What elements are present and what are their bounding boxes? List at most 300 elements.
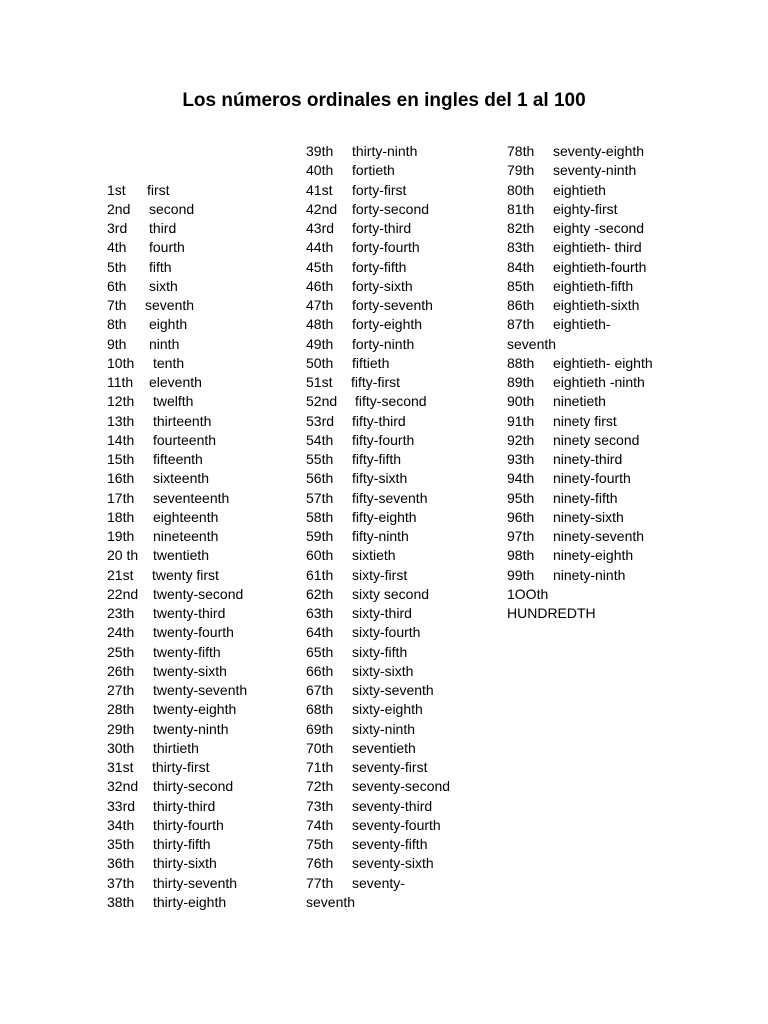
ordinal-number: 72th xyxy=(306,778,334,795)
ordinal-number: 25th xyxy=(107,643,135,660)
ordinal-number: 63th xyxy=(306,605,334,621)
ordinal-number: 58th xyxy=(306,508,334,525)
ordinal-word: eighty -second xyxy=(553,220,645,236)
ordinal-word: twentieth xyxy=(153,547,210,564)
ordinal-word: eighty-first xyxy=(553,200,618,217)
page-title: Los números ordinales en ingles del 1 al 100 xyxy=(182,90,586,111)
ordinal-word: forty-eighth xyxy=(352,316,423,333)
list-item xyxy=(107,277,178,296)
ordinal-word: sixty-fifth xyxy=(352,643,408,660)
ordinal-word: forty-second xyxy=(352,200,430,217)
ordinal-word: seventeenth xyxy=(153,489,230,506)
list-item xyxy=(306,835,428,854)
list-item xyxy=(507,181,606,200)
list-item xyxy=(507,392,606,411)
ordinals-column-3 xyxy=(507,142,653,623)
list-item xyxy=(306,373,400,392)
ordinal-number: 84th xyxy=(507,258,535,275)
ordinal-word: twenty-third xyxy=(153,605,226,621)
ordinal-word: third xyxy=(149,220,177,236)
list-item xyxy=(107,546,210,565)
ordinal-number: 6th xyxy=(107,277,127,294)
list-item xyxy=(306,566,408,585)
ordinal-number: 4th xyxy=(107,239,127,256)
ordinal-number: 82th xyxy=(507,220,535,236)
ordinal-number: 73th xyxy=(306,797,334,814)
ordinal-number: 94th xyxy=(507,470,535,487)
ordinal-number: 56th xyxy=(306,470,334,487)
ordinal-word: eightieth-fourth xyxy=(553,258,647,275)
list-item xyxy=(507,277,634,296)
list-item xyxy=(507,508,624,527)
ordinal-word: thirty-sixth xyxy=(153,855,217,872)
ordinal-word: twenty-seventh xyxy=(153,682,248,698)
list-item xyxy=(306,623,421,642)
ordinal-word: eightieth-fifth xyxy=(553,277,634,294)
list-item xyxy=(107,758,210,777)
ordinal-number: 14th xyxy=(107,431,135,448)
list-item xyxy=(107,643,221,662)
list-item xyxy=(107,354,185,373)
ordinal-number: 97th xyxy=(507,528,535,544)
ordinal-word: twenty first xyxy=(152,566,219,583)
ordinal-word: fifty-fifth xyxy=(352,451,402,467)
ordinal-word: seventy- xyxy=(352,874,405,891)
ordinal-word: forty-first xyxy=(352,181,407,198)
list-item xyxy=(306,585,430,604)
ordinal-number: 69th xyxy=(306,720,334,737)
ordinal-word: seventy-eighth xyxy=(553,143,645,159)
ordinal-word: seventh xyxy=(145,297,195,313)
list-item xyxy=(507,566,626,585)
ordinal-word: fifty-second xyxy=(355,393,427,410)
list-item xyxy=(107,335,180,354)
ordinal-word: sixty-seventh xyxy=(352,682,434,698)
list-item xyxy=(507,335,596,354)
ordinal-word: fourth xyxy=(149,239,185,256)
ordinal-word: twenty-eighth xyxy=(153,701,237,718)
list-item xyxy=(306,200,430,219)
ordinal-number: 23th xyxy=(107,605,135,621)
ordinal-word: thirty-seventh xyxy=(153,874,238,891)
ordinal-word: ninetieth xyxy=(553,393,606,410)
ordinal-word: thirty-first xyxy=(152,759,210,775)
ordinal-number: 48th xyxy=(306,316,334,333)
ordinal-word: fifteenth xyxy=(153,451,203,467)
list-item xyxy=(107,797,216,816)
ordinal-number: 36th xyxy=(107,855,135,872)
ordinal-word: sixty-third xyxy=(352,605,412,621)
list-item xyxy=(306,739,416,758)
ordinal-number: 74th xyxy=(306,816,334,833)
list-item xyxy=(107,662,227,681)
ordinal-word: ninety second xyxy=(553,431,640,448)
ordinal-number: 34th xyxy=(107,816,135,833)
list-item xyxy=(507,354,653,373)
ordinal-word: thirty-fifth xyxy=(153,836,211,852)
list-item xyxy=(306,181,407,200)
ordinal-word: thirty-third xyxy=(153,797,216,814)
list-item xyxy=(306,335,415,354)
list-item xyxy=(507,450,623,469)
ordinal-word: forty-ninth xyxy=(352,335,415,352)
ordinal-number: 86th xyxy=(507,297,535,313)
ordinal-word: seventieth xyxy=(352,739,416,756)
ordinal-word: fifty-seventh xyxy=(352,489,428,506)
list-item xyxy=(306,546,396,565)
list-item xyxy=(306,643,408,662)
ordinal-continuation: HUNDREDTH xyxy=(507,605,596,621)
ordinal-word: twelfth xyxy=(153,393,194,410)
list-item xyxy=(107,181,170,200)
ordinal-word: eightieth- eighth xyxy=(553,354,653,371)
ordinal-number: 19th xyxy=(107,528,135,544)
ordinal-number: 81th xyxy=(507,200,535,217)
ordinal-word: ninety-seventh xyxy=(553,528,645,544)
ordinal-number: 61th xyxy=(306,566,334,583)
ordinal-number: 68th xyxy=(306,701,334,718)
ordinal-number: 1st xyxy=(107,181,126,198)
ordinal-word: eightieth-sixth xyxy=(553,297,640,313)
list-item xyxy=(507,604,596,623)
ordinal-number: 90th xyxy=(507,393,535,410)
ordinal-word: seventy-second xyxy=(352,778,451,795)
ordinal-word: seventy-first xyxy=(352,759,428,775)
ordinal-word: thirteenth xyxy=(153,412,212,429)
ordinal-word: tenth xyxy=(153,354,185,371)
list-item xyxy=(107,623,234,642)
ordinal-number: 12th xyxy=(107,393,135,410)
list-item xyxy=(306,296,433,315)
ordinal-number: 40th xyxy=(306,162,334,179)
list-item xyxy=(107,296,195,315)
ordinal-number: 42nd xyxy=(306,200,338,217)
ordinal-word: ninety first xyxy=(553,412,617,429)
ordinal-number: 77th xyxy=(306,874,334,891)
ordinal-word: second xyxy=(149,200,195,217)
ordinals-column-1 xyxy=(107,181,248,913)
ordinal-number: 95th xyxy=(507,489,535,506)
list-item xyxy=(306,777,451,796)
list-item xyxy=(306,412,406,431)
ordinal-word: eightieth -ninth xyxy=(553,374,645,390)
ordinal-continuation: seventh xyxy=(306,893,356,910)
list-item xyxy=(306,720,416,739)
ordinal-number: 65th xyxy=(306,643,334,660)
ordinal-word: seventy-sixth xyxy=(352,855,434,872)
ordinal-number: 45th xyxy=(306,258,334,275)
ordinal-number: 71th xyxy=(306,759,334,775)
ordinal-number: 43rd xyxy=(306,220,335,236)
list-item xyxy=(507,238,642,257)
ordinal-number: 24th xyxy=(107,624,135,641)
ordinal-number: 38th xyxy=(107,893,135,910)
list-item xyxy=(107,816,224,835)
list-item xyxy=(306,816,441,835)
list-item xyxy=(507,469,631,488)
ordinal-word: twenty-second xyxy=(153,585,244,602)
ordinal-word: twenty-fifth xyxy=(153,643,221,660)
ordinal-word: fifty-ninth xyxy=(352,528,409,544)
list-item xyxy=(507,315,611,334)
ordinal-word: sixtieth xyxy=(352,547,396,564)
list-item xyxy=(107,854,217,873)
list-item xyxy=(107,431,217,450)
list-item xyxy=(507,373,645,392)
list-item xyxy=(107,200,195,219)
ordinal-number: 10th xyxy=(107,354,135,371)
ordinal-word: ninety-sixth xyxy=(553,508,624,525)
ordinal-number: 83th xyxy=(507,239,535,256)
ordinal-number: 46th xyxy=(306,277,334,294)
list-item xyxy=(507,219,645,238)
ordinal-word: eighth xyxy=(149,316,188,333)
ordinal-word: thirty-second xyxy=(153,778,234,795)
ordinal-number: 7th xyxy=(107,297,127,313)
ordinal-number: 80th xyxy=(507,181,535,198)
ordinal-number: 5th xyxy=(107,258,127,275)
ordinal-word: thirtieth xyxy=(153,739,199,756)
list-item xyxy=(107,392,194,411)
ordinal-number: 16th xyxy=(107,470,135,487)
ordinal-number: 57th xyxy=(306,489,334,506)
ordinal-word: twenty-ninth xyxy=(153,720,229,737)
ordinal-number: 9th xyxy=(107,335,127,352)
list-item xyxy=(306,874,405,893)
ordinal-word: ninety-fifth xyxy=(553,489,618,506)
list-item xyxy=(107,238,185,257)
ordinal-number: 52nd xyxy=(306,393,338,410)
list-item xyxy=(306,508,417,527)
ordinal-number: 22nd xyxy=(107,585,139,602)
ordinal-number: 13th xyxy=(107,412,135,429)
ordinal-number: 31st xyxy=(107,759,134,775)
ordinal-number: 49th xyxy=(306,335,334,352)
list-item xyxy=(107,874,238,893)
list-item xyxy=(107,893,227,912)
ordinal-number: 87th xyxy=(507,316,535,333)
list-item xyxy=(306,277,413,296)
list-item xyxy=(507,431,640,450)
ordinal-number: 2nd xyxy=(107,200,131,217)
ordinal-word: sixth xyxy=(149,277,178,294)
list-item xyxy=(507,412,617,431)
list-item xyxy=(306,662,414,681)
ordinal-number: 35th xyxy=(107,836,135,852)
list-item xyxy=(306,681,434,700)
list-item xyxy=(306,258,407,277)
list-item xyxy=(107,219,177,238)
list-item xyxy=(306,700,423,719)
ordinal-number: 89th xyxy=(507,374,535,390)
ordinal-word: sixteenth xyxy=(153,470,210,487)
list-item xyxy=(306,354,390,373)
ordinal-number: 93th xyxy=(507,451,535,467)
list-item xyxy=(507,142,645,161)
ordinal-word: thirty-fourth xyxy=(153,816,224,833)
ordinal-number: 55th xyxy=(306,451,334,467)
list-item xyxy=(306,450,402,469)
ordinal-number: 53rd xyxy=(306,412,335,429)
list-item xyxy=(507,200,618,219)
ordinal-word: eightieth xyxy=(553,181,606,198)
list-item xyxy=(107,412,212,431)
ordinal-number: 15th xyxy=(107,451,135,467)
ordinal-number: 59th xyxy=(306,528,334,544)
ordinal-word: twenty-sixth xyxy=(153,662,227,679)
ordinal-number: 41st xyxy=(306,181,333,198)
ordinal-word: nineteenth xyxy=(153,528,219,544)
list-item xyxy=(107,258,172,277)
ordinal-word: fifty-first xyxy=(351,374,400,390)
list-item xyxy=(306,161,395,180)
list-item xyxy=(306,469,408,488)
ordinal-word: fifty-third xyxy=(352,412,406,429)
list-item xyxy=(306,142,418,161)
list-item xyxy=(507,585,596,604)
ordinal-number: 27th xyxy=(107,682,135,698)
list-item xyxy=(507,527,645,546)
ordinal-word: fiftieth xyxy=(352,354,390,371)
ordinal-number: 99th xyxy=(507,566,535,583)
ordinal-word: forty-sixth xyxy=(352,277,413,294)
ordinal-number: 28th xyxy=(107,701,135,718)
ordinal-number: 29th xyxy=(107,720,135,737)
list-item xyxy=(306,489,428,508)
ordinal-word: ninety-fourth xyxy=(553,470,631,487)
list-item xyxy=(107,450,203,469)
ordinal-number: 47th xyxy=(306,297,334,313)
ordinal-number: 88th xyxy=(507,354,535,371)
ordinal-word: fortieth xyxy=(352,162,395,179)
ordinal-number: 44th xyxy=(306,239,334,256)
ordinal-number: 76th xyxy=(306,855,334,872)
ordinal-number: 78th xyxy=(507,143,535,159)
ordinal-word: seventy-ninth xyxy=(553,162,637,179)
list-item xyxy=(507,546,634,565)
ordinal-word: thirty-eighth xyxy=(153,893,227,910)
ordinal-word: sixty second xyxy=(352,585,430,602)
list-item xyxy=(107,720,229,739)
list-item xyxy=(107,835,211,854)
list-item xyxy=(107,469,210,488)
list-item xyxy=(306,527,409,546)
ordinal-word: forty-third xyxy=(352,220,412,236)
ordinal-number: 70th xyxy=(306,739,334,756)
ordinal-number: 33rd xyxy=(107,797,136,814)
ordinal-number: 30th xyxy=(107,739,135,756)
ordinal-word: sixty-ninth xyxy=(352,720,416,737)
ordinal-number: 66th xyxy=(306,662,334,679)
ordinal-number: 62th xyxy=(306,585,334,602)
ordinal-number: 26th xyxy=(107,662,135,679)
list-item xyxy=(107,527,219,546)
list-item xyxy=(306,797,433,816)
ordinal-number: 50th xyxy=(306,354,334,371)
list-item xyxy=(306,893,355,912)
ordinal-word: seventy-fourth xyxy=(352,816,441,833)
ordinal-continuation: seventh xyxy=(507,335,557,352)
list-item xyxy=(306,854,434,873)
ordinal-word: fifty-eighth xyxy=(352,508,417,525)
ordinal-number: 37th xyxy=(107,874,135,891)
ordinal-word: ninety-ninth xyxy=(553,566,626,583)
ordinal-number: 17th xyxy=(107,489,135,506)
list-item xyxy=(107,315,188,334)
ordinal-number: 54th xyxy=(306,431,334,448)
ordinal-continuation: 1OOth xyxy=(507,585,549,602)
ordinal-word: eighteenth xyxy=(153,508,219,525)
ordinal-number: 98th xyxy=(507,547,535,564)
ordinal-number: 11th xyxy=(107,374,134,390)
ordinal-word: sixty-fourth xyxy=(352,624,421,641)
ordinal-number: 92th xyxy=(507,431,535,448)
ordinal-word: forty-fourth xyxy=(352,239,420,256)
list-item xyxy=(107,489,230,508)
ordinal-word: seventy-fifth xyxy=(352,836,428,852)
ordinals-column-2 xyxy=(306,142,451,912)
ordinal-word: ninety-third xyxy=(553,451,623,467)
ordinal-number: 96th xyxy=(507,508,535,525)
ordinal-word: forty-seventh xyxy=(352,297,433,313)
list-item xyxy=(306,238,420,257)
list-item xyxy=(507,161,637,180)
list-item xyxy=(107,777,234,796)
ordinal-number: 32nd xyxy=(107,778,139,795)
list-item xyxy=(107,739,199,758)
ordinal-number: 51st xyxy=(306,374,333,390)
ordinal-word: sixty-sixth xyxy=(352,662,414,679)
ordinal-word: ninth xyxy=(149,335,180,352)
ordinal-number: 8th xyxy=(107,316,127,333)
ordinal-word: sixty-eighth xyxy=(352,701,423,718)
ordinal-word: fifty-sixth xyxy=(352,470,408,487)
list-item xyxy=(306,604,412,623)
ordinal-word: fifty-fourth xyxy=(352,431,415,448)
ordinal-number: 85th xyxy=(507,277,535,294)
ordinal-word: eightieth- third xyxy=(553,239,642,256)
list-item xyxy=(306,758,428,777)
list-item xyxy=(306,219,412,238)
list-item xyxy=(507,489,618,508)
ordinal-word: seventy-third xyxy=(352,797,433,814)
list-item xyxy=(107,700,237,719)
list-item xyxy=(107,373,202,392)
list-item xyxy=(107,566,219,585)
list-item xyxy=(306,431,415,450)
ordinal-number: 79th xyxy=(507,162,535,179)
ordinal-word: ninety-eighth xyxy=(553,547,634,564)
ordinal-word: eightieth- xyxy=(553,316,611,333)
ordinal-number: 21st xyxy=(107,566,134,583)
ordinal-number: 64th xyxy=(306,624,334,641)
ordinal-word: fourteenth xyxy=(153,431,217,448)
ordinal-word: twenty-fourth xyxy=(153,624,234,641)
ordinal-word: eleventh xyxy=(149,374,202,390)
ordinal-word: thirty-ninth xyxy=(352,143,418,159)
ordinal-number: 75th xyxy=(306,836,334,852)
ordinal-number: 39th xyxy=(306,143,334,159)
list-item xyxy=(507,258,647,277)
ordinal-word: fifth xyxy=(149,258,172,275)
ordinal-word: sixty-first xyxy=(352,566,408,583)
list-item xyxy=(306,392,427,411)
list-item xyxy=(107,508,219,527)
ordinal-number: 3rd xyxy=(107,220,128,236)
list-item xyxy=(107,585,244,604)
ordinal-word: forty-fifth xyxy=(352,258,407,275)
list-item xyxy=(107,681,248,700)
